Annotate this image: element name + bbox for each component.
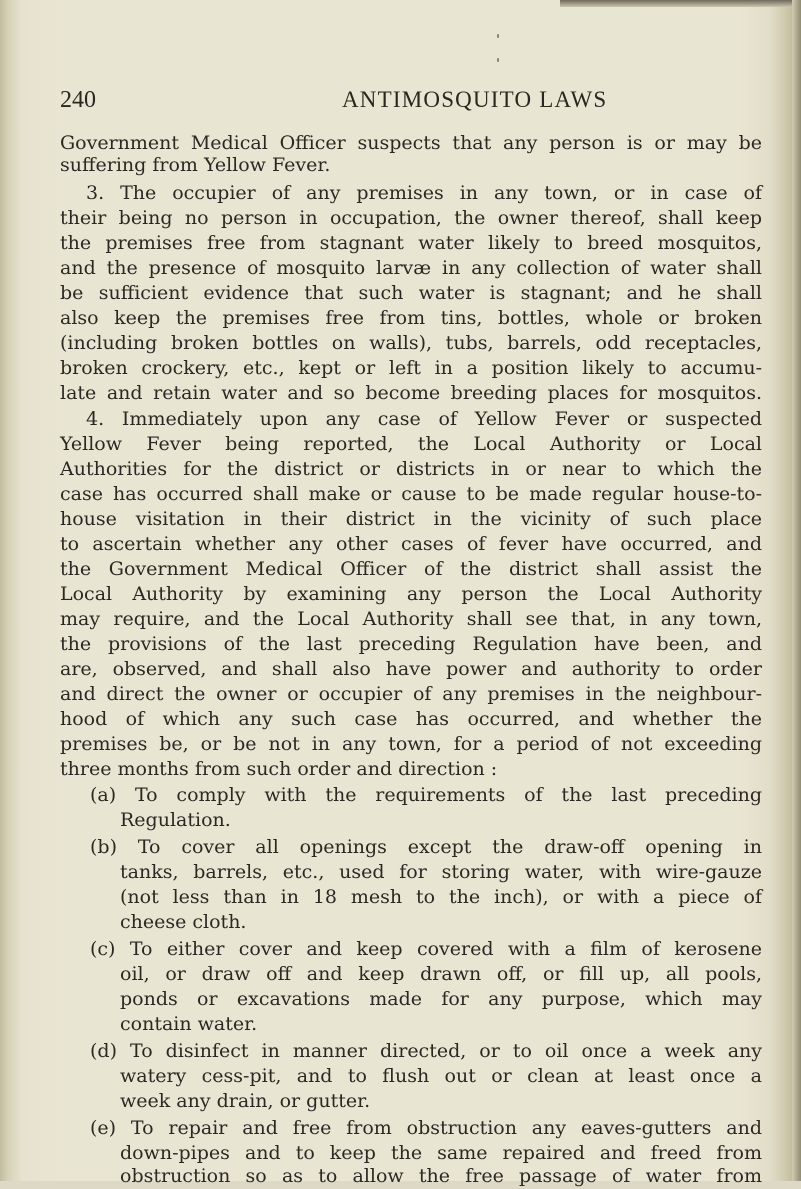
text-line: case has occurred shall make or cause to be made regular house-to- <box>60 483 762 505</box>
text-line: late and retain water and so become breeding places for mosquitos. <box>60 382 762 404</box>
regulation-4-start: 4. Immediately upon any case of Yellow Fever or suspected <box>86 408 762 430</box>
clause-c-continuation: contain water. <box>120 1013 258 1035</box>
clause-c-continuation: ponds or excavations made for any purpose, which may <box>120 988 762 1010</box>
text-line: Local Authority by examining any person the Local Authority <box>60 583 762 605</box>
clause-e: (e) To repair and free from obstruction any eaves-gutters and <box>90 1117 762 1139</box>
clause-c-continuation: oil, or draw off and keep drawn off, or fill up, all pools, <box>120 963 762 985</box>
text-line: the premises free from stagnant water likely to breed mosquitos, <box>60 232 762 254</box>
clause-e-continuation: obstruction so as to allow the free passage of water from <box>120 1165 762 1187</box>
running-title: ANTIMOSQUITO LAWS <box>342 87 608 112</box>
text-line: and direct the owner or occupier of any premises in the neighbour- <box>60 683 762 705</box>
clause-d-continuation: watery cess-pit, and to flush out or clean at least once a <box>120 1065 762 1087</box>
text-line: the provisions of the last preceding Regulation have been, and <box>60 633 762 655</box>
text-line: suffering from Yellow Fever. <box>60 154 331 176</box>
text-line: three months from such order and direction : <box>60 758 498 780</box>
clause-b-continuation: tanks, barrels, etc., used for storing water, with wire-gauze <box>120 861 762 883</box>
regulation-3-start: 3. The occupier of any premises in any town, or in case of <box>86 182 762 204</box>
text-line: be sufficient evidence that such water is stagnant; and he shall <box>60 282 762 304</box>
text-line: and the presence of mosquito larvæ in any collection of water shall <box>60 257 762 279</box>
clause-b-continuation: cheese cloth. <box>120 911 247 933</box>
clause-a: (a) To comply with the requirements of the last preceding <box>90 784 762 806</box>
text-line: premises be, or be not in any town, for a period of not exceeding <box>60 733 762 755</box>
clause-d: (d) To disinfect in manner directed, or to oil once a week any <box>90 1040 762 1062</box>
clause-d-continuation: week any drain, or gutter. <box>120 1090 371 1112</box>
text-line: to ascertain whether any other cases of fever have occurred, and <box>60 533 762 555</box>
running-header <box>60 86 760 116</box>
clause-a-continuation: Regulation. <box>120 809 231 831</box>
page-number: 240 <box>60 87 96 113</box>
clause-b: (b) To cover all openings except the draw-off opening in <box>90 836 762 858</box>
text-line: the Government Medical Officer of the district shall assist the <box>60 558 762 580</box>
text-line: also keep the premises free from tins, bottles, whole or broken <box>60 307 762 329</box>
text-line: Government Medical Officer suspects that any person is or may be <box>60 132 762 154</box>
text-line: Yellow Fever being reported, the Local Authority or Local <box>60 433 762 455</box>
text-line: may require, and the Local Authority shall see that, in any town, <box>60 608 762 630</box>
text-line: hood of which any such case has occurred, and whether the <box>60 708 762 730</box>
text-line: their being no person in occupation, the owner thereof, shall keep <box>60 207 762 229</box>
clause-b-continuation: (not less than in 18 mesh to the inch), or with a piece of <box>120 886 762 908</box>
text-line: broken crockery, etc., kept or left in a position likely to accumu- <box>60 357 762 379</box>
clause-e-continuation: down-pipes and to keep the same repaired and freed from <box>120 1142 762 1164</box>
text-line: house visitation in their district in the vicinity of such place <box>60 508 762 530</box>
text-line: are, observed, and shall also have power and authority to order <box>60 658 762 680</box>
clause-c: (c) To either cover and keep covered with a film of kerosene <box>90 938 762 960</box>
text-line: Authorities for the district or districts in or near to which the <box>60 458 762 480</box>
text-line: (including broken bottles on walls), tubs, barrels, odd receptacles, <box>60 332 762 354</box>
